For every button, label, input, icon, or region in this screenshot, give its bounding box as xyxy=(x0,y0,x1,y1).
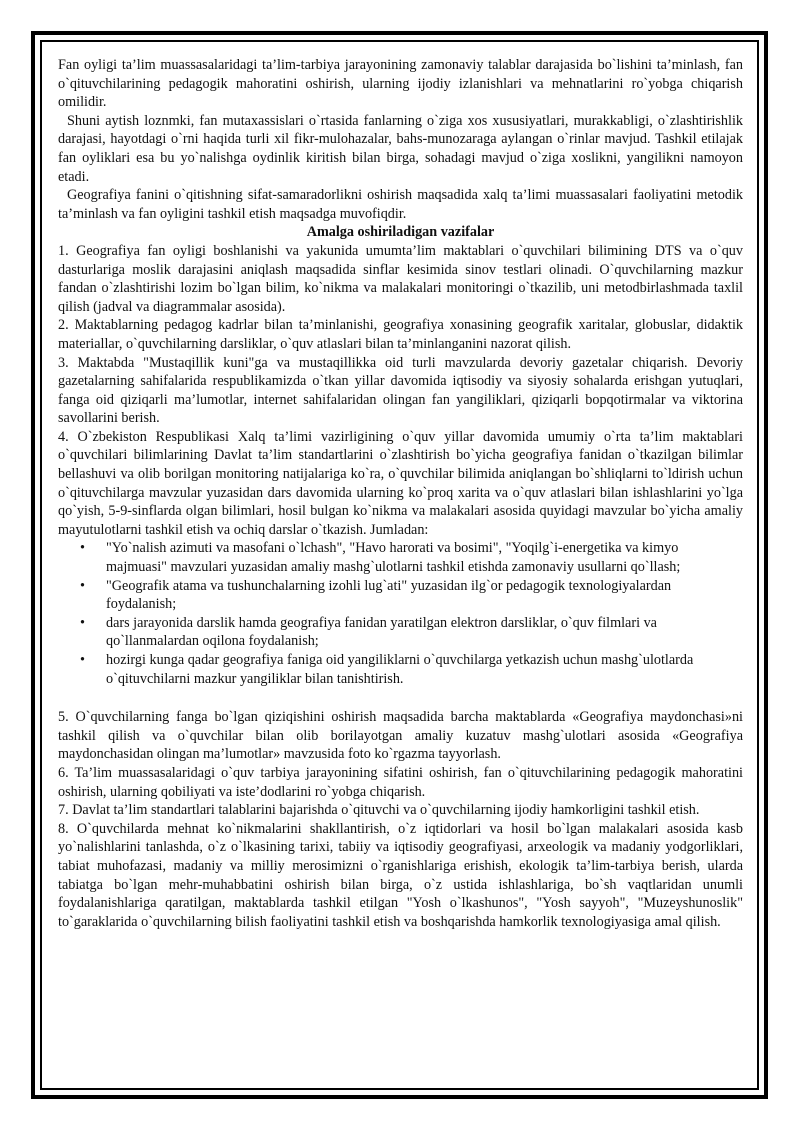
bullet-marker: • xyxy=(80,652,85,668)
bullet-text: hozirgi kunga qadar geografiya faniga oid yangiliklarni o`quvchilarga yetkazish uchun mashg`ulotlarda o`qituvchilarni mazkur yangiliklar bilan tanishtirish. xyxy=(106,652,694,687)
document-body xyxy=(58,56,743,931)
task-3: 3. Maktabda "Mustaqillik kuni"ga va mustaqillikka oid turli mavzularda devoriy gazetalar chiqarish. Devoriy gazetalarning sahifalarida respublikamizda o`tkan yillar davomida iqtisodiy va siyosiy sohalarda erishgan yutuqlari, fanga oid qiziqarli ma’lumotlar, internet sahifalaridan olingan fan yangiliklari, qiziqarli bopqotirmalar va viktorina savollarini berish. xyxy=(58,354,743,427)
bullet-list xyxy=(58,539,743,688)
task-5: 5. O`quvchilarning fanga bo`lgan qiziqishini oshirish maqsadida barcha maktablarda «Geografiya maydonchasi»ni tashkil qilish va o`quvchilar bilan olib borilayotgan amaliy kuzatuv mashg`ulotlari asosida «Geografiya maydonchasidan olingan ma’lumotlar» mavzusida foto ko`rgazma tayyorlash. xyxy=(58,709,743,763)
task-6: 6. Ta’lim muassasalaridagi o`quv tarbiya jarayonining sifatini oshirish, fan o`qituvchilarining pedagogik mahoratini oshirish, ularning qobiliyati va iste’dodlarini ro`yobga chiqarish. xyxy=(58,764,743,800)
task-4: 4. O`zbekiston Respublikasi Xalq ta’limi vazirligining o`quv yillar davomida umumiy o`rta ta’lim maktablari o`quvchilari bilimlarining Davlat ta’lim standartlarini o`zlashtirish bo`yicha geografiya fanidan o`tkazilgan bilimlar bellashuvi va olib borilgan monitoring natijalariga ko`ra, o`quvchilar bilimida aniqlangan bo`shliqlarni to`ldirish uchun o`qituvchilarga mavzular yuzasidan dars davomida ularning ko`proq xarita va o`quv atlaslari bilan ishlashlarini yo`lga qo`yish, 5-9-sinflarda olgan bilimlari, hosil bulgan ko`nikma va malakalari asosida quyidagi mavzular bo`yicha amaliy mayutulotlarni tashkil etish va ochiq darslar o`tkazish. Jumladan: xyxy=(58,428,743,538)
section-heading: Amalga oshiriladigan vazifalar xyxy=(306,224,495,241)
task-2: 2. Maktablarning pedagog kadrlar bilan ta’minlanishi, geografiya xonasining geografik xaritalar, globuslar, didaktik materiallar, o`quvchilarning darsliklar, o`quv atlaslari bilan ta’minlanganini nazorat qilish. xyxy=(58,317,743,352)
bullet-item-4 xyxy=(80,651,743,688)
bullet-text: "Yo`nalish azimuti va masofani o`lchash", "Havo harorati va bosimi", "Yoqilg`i-energetika va kimyo majmuasi" mavzulari yuzasidan amaliy mashg`ulotlarni tashkil etishda zamonaviy usullarni qo`llash; xyxy=(106,540,681,576)
task-7: 7. Davlat ta’lim standartlari talablarini bajarishda o`qituvchi va o`quvchilarning ijodiy hamkorligini tashkil etish. xyxy=(58,802,700,819)
intro-paragraph-1: Fan oyligi ta’lim muassasalaridagi ta’lim-tarbiya jarayonining zamonaviy talablar darajasida bo`lishini ta’minlash, fan o`qituvchilarining pedagogik mahoratini oshirish, ularning ijodiy izlanishlari va mehnatlarini ro`yobga chiqarish omilidir. xyxy=(58,57,743,111)
intro-paragraph-3: Geografiya fanini o`qitishning sifat-samaradorlikni oshirish maqsadida xalq ta’limi muassasalari faoliyatini metodik ta’minlash va fan oyligini tashkil etish maqsadga muvofiqdir. xyxy=(58,187,743,222)
task-1: 1. Geografiya fan oyligi boshlanishi va yakunida umumta’lim maktablari o`quvchilari bilimining DTS va o`quv dasturlariga moslik darajasini aniqlash maqsadida sinflar kesimida sinov testlari olinadi. O`quvchilarning mazkur fandan o`zlashtirishi lozim bo`lgan bilim, ko`nikma va malakalari monitoringi o`tkazilib, uni metodbirlashmada taxlil qilish (jadval va diagrammalar asosida). xyxy=(58,242,743,315)
intro-paragraph-2: Shuni aytish loznmki, fan mutaxassislari o`rtasida fanlarning o`ziga xos xususiyatlari, murakkabligi, o`zlashtirishlik darajasi, hayotdagi o`rni haqida turli xil fikr-mulohazalar, bahs-munozaraga aylangan o`rinlar mavjud. Tashkil etilajak fan oyliklari esa bu yo`nalishga oydinlik kiritish bilan birga, sohadagi mavjud o`ziga xoslikni, yangilikni namoyon etadi. xyxy=(58,112,743,185)
task-8: 8. O`quvchilarda mehnat ko`nikmalarini shakllantirish, o`z iqtidorlari va hosil bo`lgan malakalari asosida kasb yo`nalishlarini tanlashda, o`z o`lkasining tarixi, tabiiy va iqtisodiy geografiyasi, arxeologik va madaniy yodgorliklari, tabiat muhofazasi, madaniy va milliy merosimizni o`rganishlariga erishish, ekologik ta’lim-tarbiya berish, ularda tabiatga bo`lgan mehr-muhabbatini oshirish bilan birga, o`z ustida ishlashlariga, bo`sh vaqtlaridan unumli foydalanishlariga qaratilgan, maktablarda tashkil etilgan "Yosh o`lkashunos", "Yosh sayyoh", "Muzeyshunoslik" to`garaklarida o`quvchilarning bilish faoliyatini tashkil etish va boshqarishda hamkorlik texnologiyasiga amal qilish. xyxy=(58,820,743,930)
bullet-marker: • xyxy=(80,577,85,594)
bullet-text: "Geografik atama va tushunchalarning izohli lug`ati" yuzasidan ilg`or pedagogik texnologiyalardan foydalanish; xyxy=(106,577,672,613)
bullet-item-1 xyxy=(80,539,743,576)
bullet-text: dars jarayonida darslik hamda geografiya fanidan yaratilgan elektron darsliklar, o`quv filmlari va qo`llanmalardan oqilona foydalanish; xyxy=(106,614,657,650)
bullet-item-2 xyxy=(80,577,743,614)
bullet-item-3 xyxy=(80,614,743,651)
bullet-marker: • xyxy=(80,614,85,631)
bullet-marker: • xyxy=(80,540,85,557)
